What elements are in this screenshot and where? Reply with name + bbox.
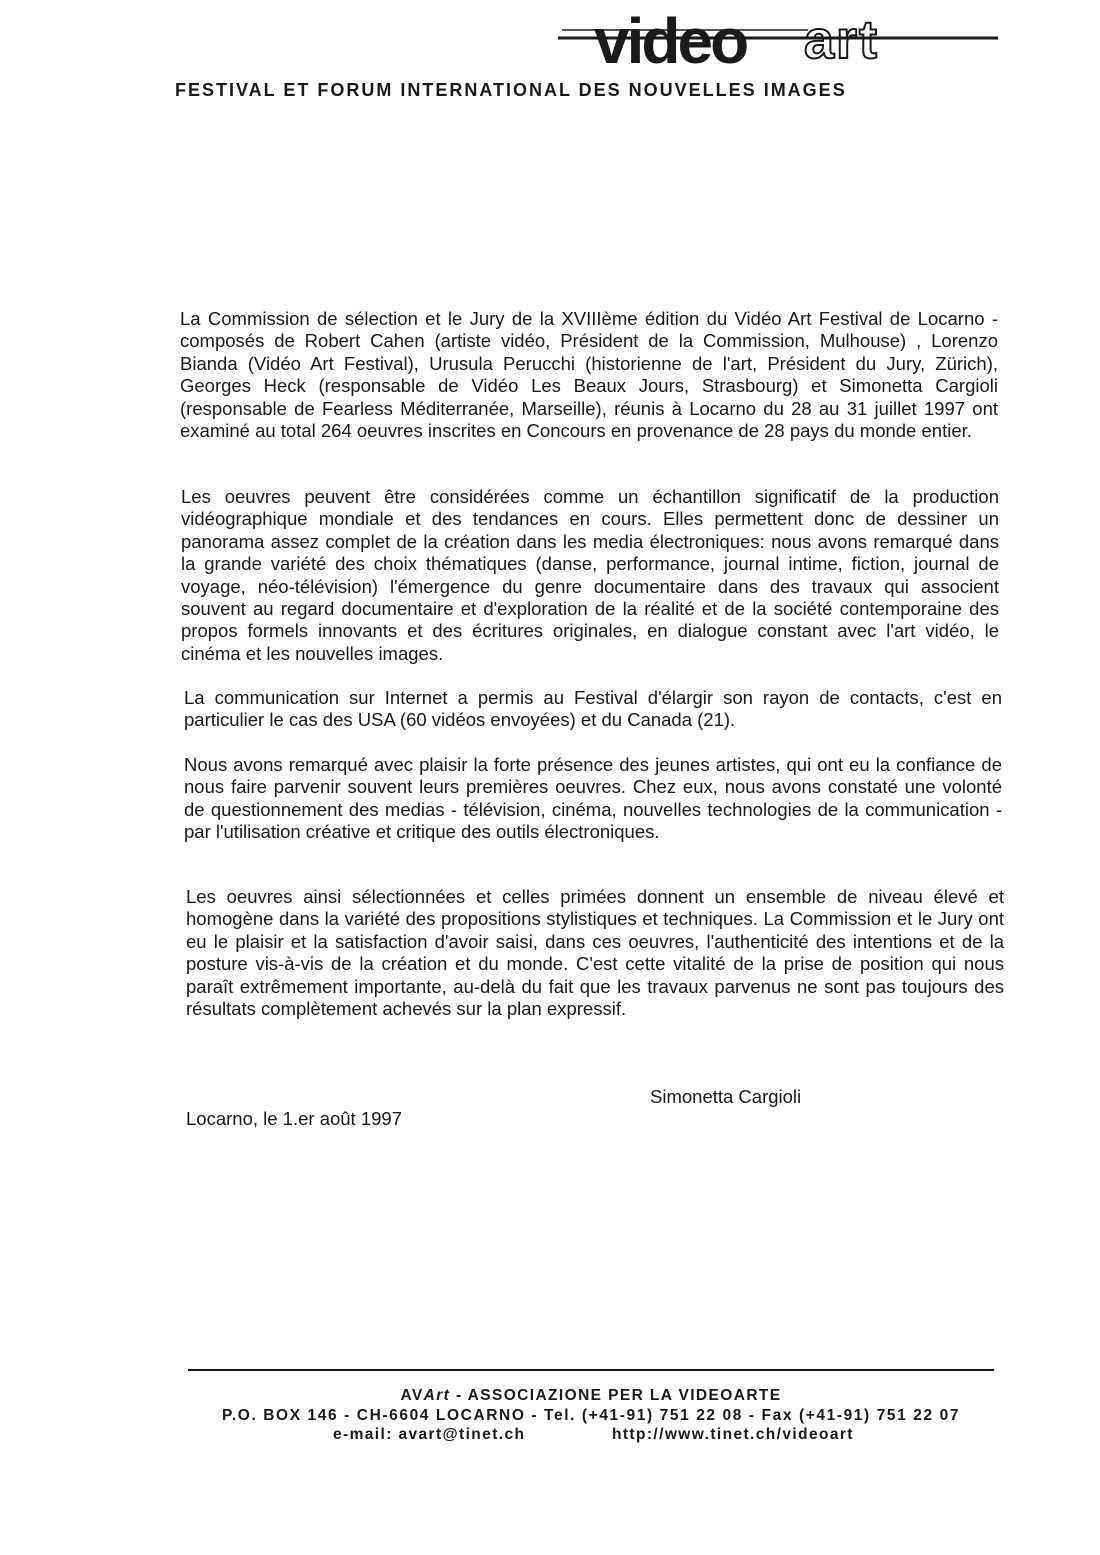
- paragraph-oeuvres: Les oeuvres peuvent être considérées comme un échantillon significatif de la production vidéographique mondiale et des tendances en cours. Elles permettent donc de dessiner un panorama assez complet de la création dans les media électroniques: nous avons remarqué dans la grande variété des choix thématiques (danse, performance, journal intime, fiction, journal de voyage, néo-télévision) l'émergence du genre documentaire dans des travaux qui associent souvent au regard documentaire et d'exploration de la réalité et de la société contemporaine des propos formels innovants et des écritures originales, en dialogue constant avec l'art vidéo, le cinéma et les nouvelles images.: [181, 486, 999, 664]
- video-art-logo: [558, 8, 998, 72]
- footer-divider: [188, 1369, 994, 1371]
- org-rest: - ASSOCIAZIONE PER LA VIDEOARTE: [450, 1387, 782, 1404]
- signature-name: Simonetta Cargioli: [650, 1086, 802, 1107]
- footer-organization: [188, 1387, 994, 1405]
- org-prefix: AV: [400, 1387, 424, 1404]
- footer-website: http://www.tinet.ch/videoart: [612, 1426, 854, 1443]
- paragraph-jeunes-artistes: Nous avons remarqué avec plaisir la forte présence des jeunes artistes, qui ont eu la confiance de nous faire parvenir souvent leurs premières oeuvres. Chez eux, nous avons constaté une volonté de questionnement des medias - télévision, cinéma, nouvelles technologies de la communication - par l'utilisation créative et critique des outils électroniques.: [184, 754, 1002, 843]
- svg-text:video: video: [594, 8, 747, 72]
- org-italic: Art: [423, 1387, 451, 1404]
- place-date: Locarno, le 1.er août 1997: [186, 1108, 402, 1129]
- svg-text:art: art: [804, 10, 880, 70]
- festival-tagline: FESTIVAL ET FORUM INTERNATIONAL DES NOUVELLES IMAGES: [175, 80, 847, 100]
- paragraph-commission: La Commission de sélection et le Jury de la XVIIIème édition du Vidéo Art Festival de Locarno - composés de Robert Cahen (artiste vidéo, Président de la Commission, Mulhouse) , Lorenzo Bianda (Vidéo Art Festival), Urusula Perucchi (historienne de l'art, Président du Jury, Zürich), Georges Heck (responsable de Vidéo Les Beaux Jours, Strasbourg) et Simonetta Cargioli (responsable de Fearless Méditerranée, Marseille), réunis à Locarno du 28 au 31 juillet 1997 ont examiné au total 264 oeuvres inscrites en Concours en provenance de 28 pays du monde entier.: [180, 308, 998, 442]
- footer-address: P.O. BOX 146 - CH-6604 LOCARNO - Tel. (+41-91) 751 22 08 - Fax (+41-91) 751 22 07: [221, 1407, 961, 1424]
- paragraph-selection: Les oeuvres ainsi sélectionnées et celles primées donnent un ensemble de niveau élevé et homogène dans la variété des propositions stylistiques et techniques. La Commission et le Jury ont eu le plaisir et la satisfaction d'avoir saisi, dans ces oeuvres, l'authenticité des intentions et de la posture vis-à-vis de la création et du monde. C'est cette vitalité de la prise de position qui nous paraît extrêmement importante, au-delà du fait que les travaux parvenus ne sont pas toujours des résultats complètement achevés sur la plan expressif.: [186, 886, 1004, 1020]
- footer-email: e-mail: avart@tinet.ch: [333, 1426, 526, 1443]
- paragraph-internet: La communication sur Internet a permis au Festival d'élargir son rayon de contacts, c'est en particulier le cas des USA (60 vidéos envoyées) et du Canada (21).: [184, 687, 1002, 731]
